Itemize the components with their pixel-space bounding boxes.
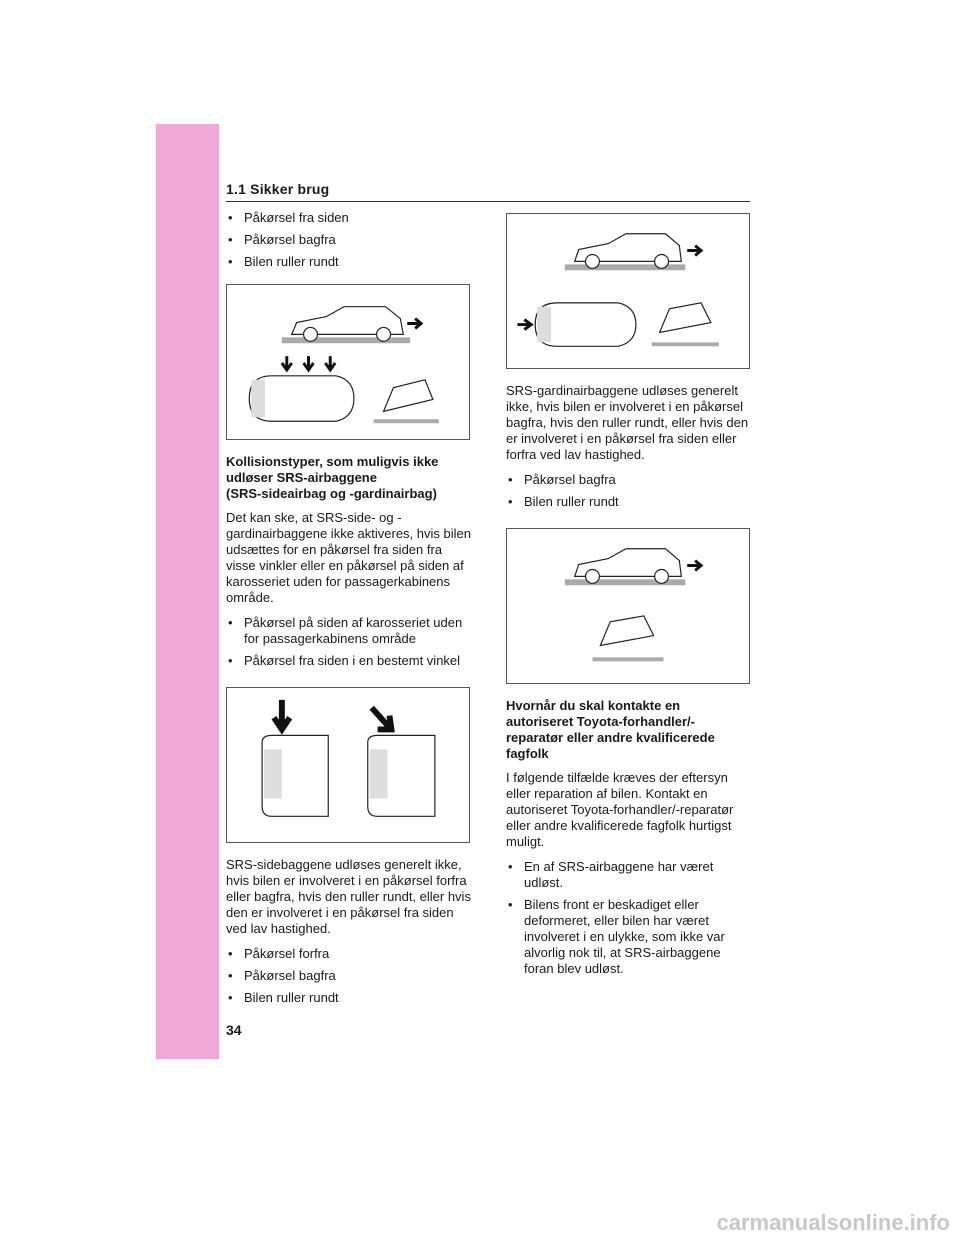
paragraph: SRS-sidebaggene udløses generelt ikke, hvis bilen er involveret i en påkørsel forfra eller bagfra, hvis den ruller rundt, eller hvis den er involveret i en påkørsel fra siden ved lav hastighed. bbox=[226, 857, 471, 936]
car-side-view bbox=[565, 549, 701, 584]
impact-list-3 bbox=[226, 946, 471, 1006]
list-item: • Bilen ruller rundt bbox=[506, 494, 751, 510]
inspection-list bbox=[506, 859, 751, 977]
list-item: • Påkørsel bagfra bbox=[226, 968, 471, 984]
list-item: • Påkørsel forfra bbox=[226, 946, 471, 962]
left-column bbox=[226, 210, 471, 1012]
car-rollover bbox=[652, 303, 719, 344]
chapter-color-bar bbox=[156, 124, 219, 1059]
list-item: • Påkørsel på siden af karosseriet uden for passagerkabinens område bbox=[226, 615, 471, 647]
right-column bbox=[506, 213, 751, 983]
car-top-view-left bbox=[262, 700, 328, 816]
list-item: • Påkørsel fra siden bbox=[226, 210, 471, 226]
car-side-view bbox=[565, 234, 701, 269]
list-item: • En af SRS-airbaggene har været udløst. bbox=[506, 859, 751, 891]
paragraph: Det kan ske, at SRS-side- og -gardinairbaggene ikke aktiveres, hvis bilen udsættes for en påkørsel fra siden fra visse vinkler eller en påkørsel på siden af karosseriet uden for passagerkabinens område. bbox=[226, 510, 471, 605]
list-item: • Bilens front er beskadiget eller deformeret, eller bilen har været involveret i en ulykke, som ikke var alvorlig nok til, at SRS-airbaggene foran blev udløst. bbox=[506, 897, 751, 977]
figure-rear-rollover-top bbox=[506, 213, 750, 369]
paragraph: SRS-gardinairbaggene udløses generelt ikke, hvis bilen er involveret i en påkørsel bagfra, hvis den ruller rundt, eller hvis den er involveret i en påkørsel fra siden eller forfra ved lav hastighed. bbox=[506, 383, 749, 462]
list-item: • Bilen ruller rundt bbox=[226, 254, 471, 270]
impact-list-1 bbox=[226, 210, 471, 270]
paragraph: I følgende tilfælde kræves der eftersyn eller reparation af bilen. Kontakt en autoriseret Toyota-forhandler/-reparatør eller andre kvalificerede fagfolk hurtigst muligt. bbox=[506, 770, 734, 849]
watermark: carmanualsonline.info bbox=[716, 1210, 950, 1235]
heading-contact-dealer: Hvornår du skal kontakte en autoriseret Toyota-forhandler/- reparatør eller andre kvalificerede fagfolk bbox=[506, 698, 715, 761]
figure-rear-rollover bbox=[506, 528, 750, 684]
heading-collision-types: Kollisionstyper, som muligvis ikke udløser SRS-airbaggene (SRS-sideairbag og -gardinairbag) bbox=[226, 454, 439, 501]
car-rollover bbox=[592, 616, 663, 659]
car-rollover bbox=[374, 380, 439, 421]
list-item: • Bilen ruller rundt bbox=[226, 990, 471, 1006]
car-side-view bbox=[282, 307, 421, 342]
car-top-view bbox=[249, 356, 354, 421]
car-top-view bbox=[517, 303, 635, 346]
figure-side-rear-rollover bbox=[226, 284, 470, 440]
impact-list-4 bbox=[506, 472, 751, 510]
section-title: 1.1 Sikker brug bbox=[226, 181, 330, 197]
list-item: • Påkørsel bagfra bbox=[226, 232, 471, 248]
section-header bbox=[226, 181, 750, 202]
figure-angled-side-impact bbox=[226, 687, 470, 843]
list-item: • Påkørsel bagfra bbox=[506, 472, 751, 488]
list-item: • Påkørsel fra siden i en bestemt vinkel bbox=[226, 653, 471, 669]
car-top-view-right bbox=[368, 708, 435, 817]
page-number: 34 bbox=[226, 1022, 242, 1038]
impact-list-2 bbox=[226, 615, 471, 669]
